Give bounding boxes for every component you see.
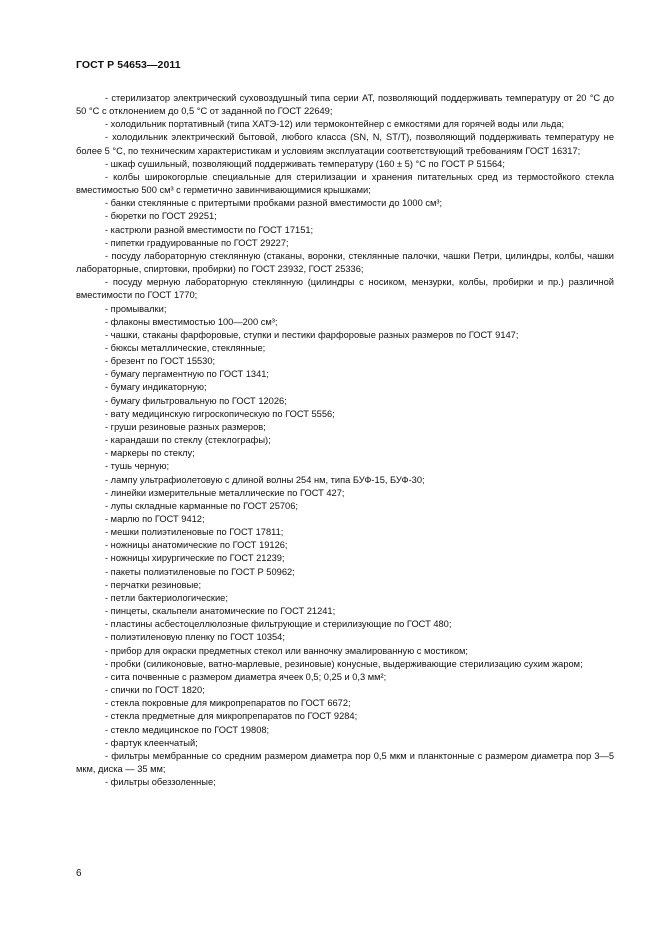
list-item: - груши резиновые разных размеров; [105,421,266,432]
list-item: - пластины асбестоцеллюлозные фильтрующие и стерилизующие по ГОСТ 480; [105,619,452,630]
list-item: - колбы широкогорлые специальные для стерилизации и хранения питательных сред из термостойкого стекла вместимостью 500 см³ с герметично завинчивающимися крышками; [76,171,614,196]
list-item: - стерилизатор электрический суховоздушный типа серии АТ, позволяющий поддерживать температуру от 20 °С до 50 °С с отклонением до 0,5 °С от заданной по ГОСТ 22649; [76,93,614,117]
list-item: - холодильник электрический бытовой, любого класса (SN, N, ST/T), позволяющий поддерживать температуру не более 5 °С, по техническим характеристикам и условиям эксплуатации соответствующий требованиям ГОСТ 16317; [76,132,614,156]
list-item: - ножницы хирургические по ГОСТ 21239; [105,553,285,564]
list-item: - бумагу фильтровальную по ГОСТ 12026; [105,395,287,406]
list-item: - банки стеклянные с притертыми пробками разной вместимости до 1000 см³; [105,198,443,209]
page-number: 6 [76,868,82,879]
document-header: ГОСТ Р 54653—2011 [76,59,181,71]
list-item: - линейки измерительные металлические по ГОСТ 427; [105,487,345,498]
list-item: - маркеры по стеклу; [105,448,195,459]
list-item: - посуду лабораторную стеклянную (стаканы, воронки, стеклянные палочки, чашки Петри, цилиндры, колбы, чашки лабораторные, спиртовки, пробирки) по ГОСТ 23932, ГОСТ 25336; [76,250,614,275]
list-item: - бумагу индикаторную; [105,382,207,393]
list-item: - стекло медицинское по ГОСТ 19808; [105,724,270,735]
list-item: - полиэтиленовую пленку по ГОСТ 10354; [105,632,285,643]
list-item: - пинцеты, скальпели анатомические по ГОСТ 21241; [105,606,336,617]
list-item: - бумагу пергаментную по ГОСТ 1341; [105,369,270,380]
list-item: - петли бактериологические; [105,592,228,603]
list-item: - фильтры обеззоленные; [105,777,216,788]
list-item: - сита почвенные с размером диаметра ячеек 0,5; 0,25 и 0,3 мм²; [105,671,387,682]
list-item: - перчатки резиновые; [105,579,202,590]
list-item: - фильтры мембранные со средним размером диаметра пор 0,5 мкм и планктонные с размером диаметра пор 3—5 мкм, диска — 35 мм; [76,750,614,774]
list-item: - кастрюли разной вместимости по ГОСТ 17151; [105,224,314,235]
list-item: - стекла предметные для микропрепаратов по ГОСТ 9284; [105,711,358,722]
list-item: - бюретки по ГОСТ 29251; [105,211,217,222]
list-item: - фартук клеенчатый; [105,737,198,748]
list-item: - тушь черную; [105,461,170,472]
list-item: - флаконы вместимостью 100—200 см³; [105,316,278,327]
list-item: - марлю по ГОСТ 9412; [105,514,205,524]
list-item: - пробки (силиконовые, ватно-марлевые, резиновые) конусные, выдерживающие стерилизацию сухим жаром; [105,658,583,669]
list-item: - ножницы анатомические по ГОСТ 19126; [105,540,288,551]
list-item: - промывалки; [105,303,167,314]
list-item: - холодильник портативный (типа ХАТЭ-12) или термоконтейнер с емкостями для горячей воды или льда; [105,119,565,130]
list-item: - пакеты полиэтиленовые по ГОСТ Р 50962; [105,566,295,577]
list-item: - пипетки градуированные по ГОСТ 29227; [105,237,289,248]
list-item: - вату медицинскую гигроскопическую по ГОСТ 5556; [105,408,335,419]
list-item: - мешки полиэтиленовые по ГОСТ 17811; [105,527,284,538]
list-item: - стекла покровные для микропрепаратов по ГОСТ 6672; [105,698,351,709]
list-item: - бюксы металлические, стеклянные; [105,342,266,353]
list-item: - спички по ГОСТ 1820; [105,685,205,696]
equipment-list [76,92,614,789]
list-item: - лупы складные карманные по ГОСТ 25706; [105,500,298,511]
list-item: - прибор для окраски предметных стекол или ванночку эмалированную с мостиком; [105,645,468,656]
list-item: - лампу ультрафиолетовую с длиной волны 254 нм, типа БУФ-15, БУФ-30; [105,474,425,485]
list-item: - карандаши по стеклу (стеклографы); [105,435,271,446]
list-item: - брезент по ГОСТ 15530; [105,356,216,367]
list-item: - посуду мерную лабораторную стеклянную (цилиндры с носиком, мензурки, колбы, пробирки и пр.) различной вместимости по ГОСТ 1770; [76,277,614,301]
list-item: - шкаф сушильный, позволяющий поддерживать температуру (160 ± 5) °С по ГОСТ Р 51564; [105,158,505,169]
list-item: - чашки, стаканы фарфоровые, ступки и пестики фарфоровые разных размеров по ГОСТ 9147; [105,329,519,340]
